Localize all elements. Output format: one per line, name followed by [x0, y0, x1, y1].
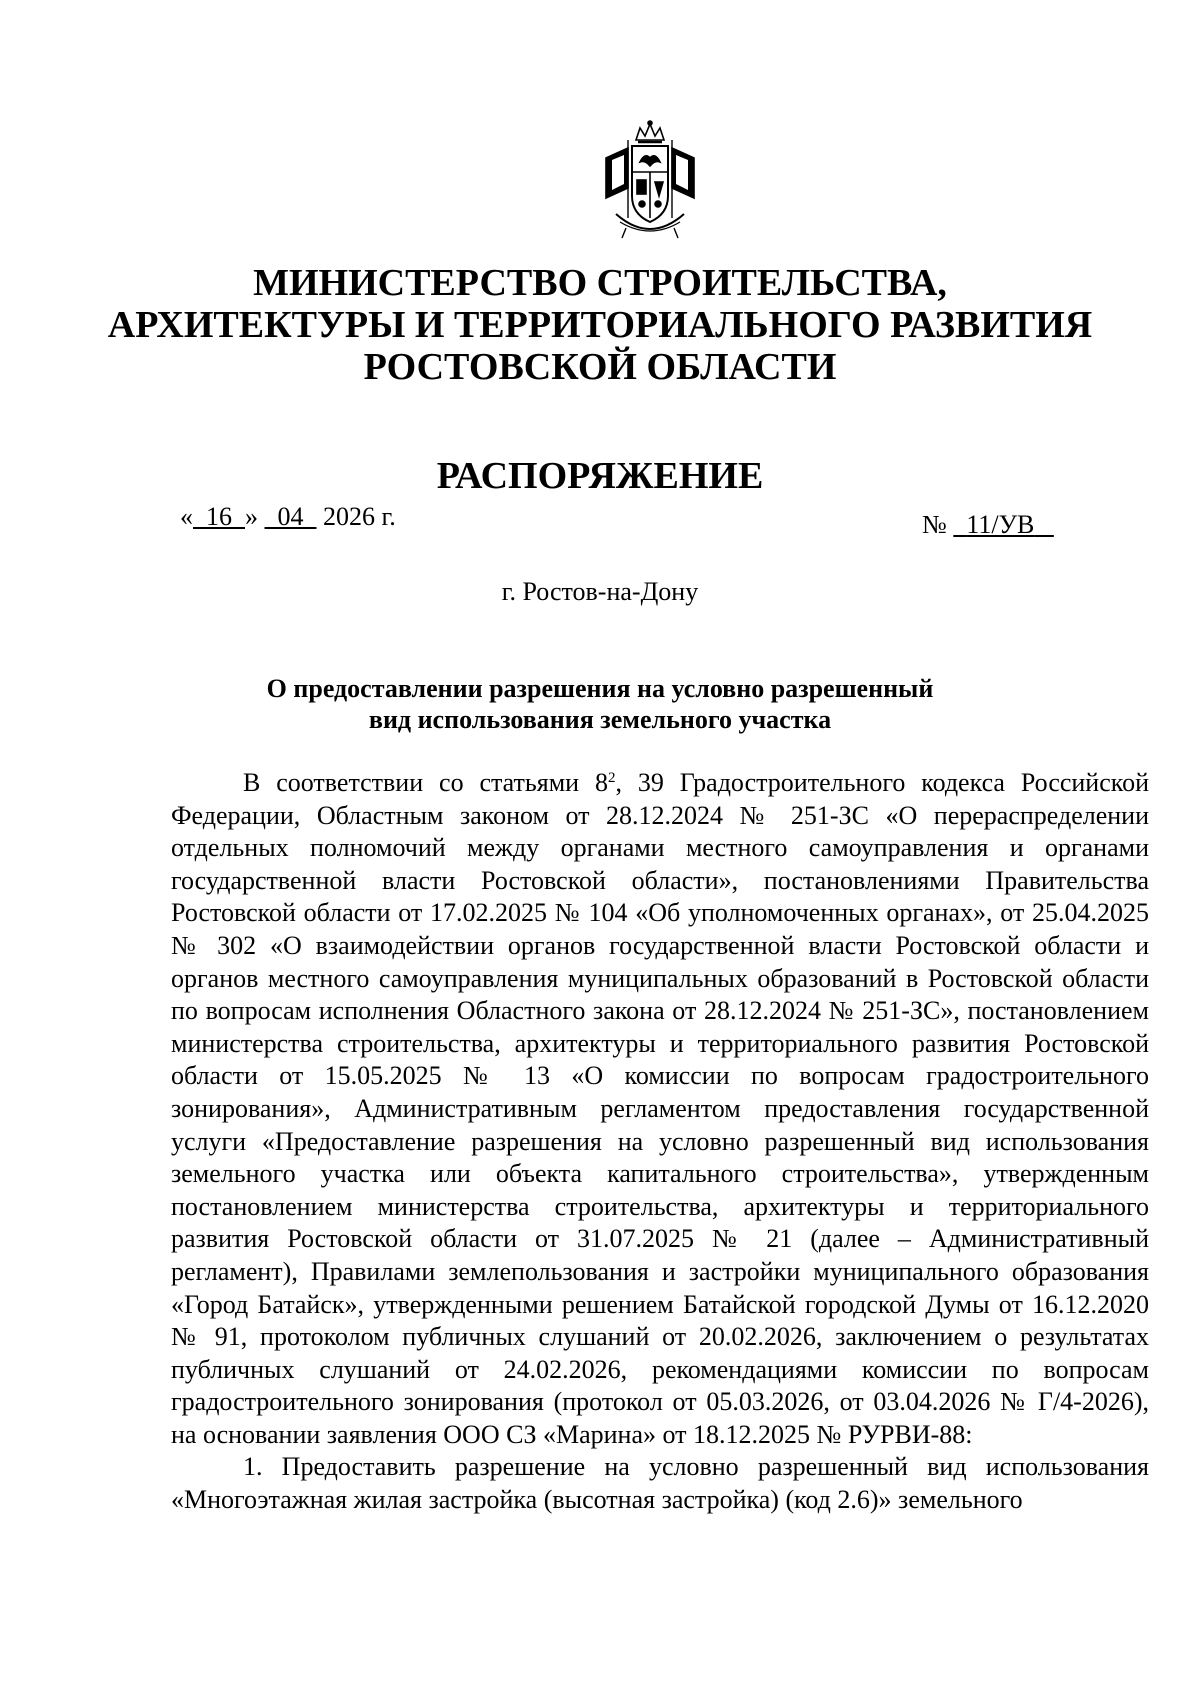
date-year: 2026 г. [323, 502, 396, 531]
date-month: 04 [277, 502, 304, 531]
ministry-name-line1: МИНИСТЕРСТВО СТРОИТЕЛЬСТВА, [253, 262, 947, 304]
date-open-quote: « [180, 502, 193, 531]
coat-of-arms-icon [598, 118, 702, 244]
ministry-name-line2: АРХИТЕКТУРЫ И ТЕРРИТОРИАЛЬНОГО РАЗВИТИЯ [107, 304, 1093, 346]
body-paragraph-1-superscript: 2 [607, 770, 616, 786]
document-body [171, 767, 1149, 1517]
document-number [922, 510, 1054, 540]
ministry-name-line3: РОСТОВСКОЙ ОБЛАСТИ [363, 346, 837, 388]
body-paragraph-1-rest: , 39 Градостроительного кодекса Российской Федерации, Областным законом от 28.12.2024 № 251-ЗС «О перераспределении отдельных полномочий между органами местного самоуправления и органами государственной власти Ростовской области», постановлениями Правительства Ростовской области от 17.02.2025 № 104 «Об уполномоченных органах», от 25.04.2025 № 302 «О взаимодействии органов государственной власти Ростовской области и органов местного самоуправления муниципальных образований в Ростовской области по вопросам исполнения Областного закона от 28.12.2024 № 251-ЗС», постановлением министерства строительства, архитектуры и территориального развития Ростовской области от 15.05.2025 № 13 «О комиссии по вопросам градостроительного зонирования», Административным регламентом предоставления государственной услуги «Предоставление разрешения на условно разрешенный вид использования земельного участка или объекта капитального строительства», утвержденным постановлением министерства строительства, архитектуры и территориального развития Ростовской области от 31.07.2025 № 21 (далее – Административный регламент), Правилами землепользования и застройки муниципального образования «Город Батайск», утвержденными решением Батайской городской Думы от 16.12.2020 № 91, протоколом публичных слушаний от 20.02.2026, заключением о результатах публичных слушаний от 24.02.2026, рекомендациями комиссии по вопросам градостроительного зонирования (протокол от 05.03.2026, от 03.04.2026 № Г/4-2026), на основании заявления ООО СЗ «Марина» от 18.12.2025 № РУРВИ-88: [171, 768, 1149, 1449]
body-paragraph-1 [171, 767, 1149, 1451]
document-city: г. Ростов-на-Дону [501, 577, 699, 606]
document-type: РАСПОРЯЖЕНИЕ [436, 455, 764, 497]
number-value: 11/УВ [966, 510, 1035, 539]
document-date [180, 502, 396, 532]
body-paragraph-1-start: В соответствии со статьями 8 [243, 768, 608, 797]
number-sign: № [922, 510, 947, 539]
date-close-quote: » [245, 502, 258, 531]
date-day: 16 [206, 502, 232, 531]
body-paragraph-2: 1. Предоставить разрешение на условно разрешенный вид использования «Многоэтажная жилая застройка (высотная застройка) (код 2.6)» земельного [171, 1452, 1149, 1515]
ministry-header [0, 262, 1200, 388]
document-title [0, 673, 1200, 735]
document-title-line2: вид использования земельного участка [368, 705, 832, 734]
document-title-line1: О предоставлении разрешения на условно разрешенный [266, 674, 934, 703]
